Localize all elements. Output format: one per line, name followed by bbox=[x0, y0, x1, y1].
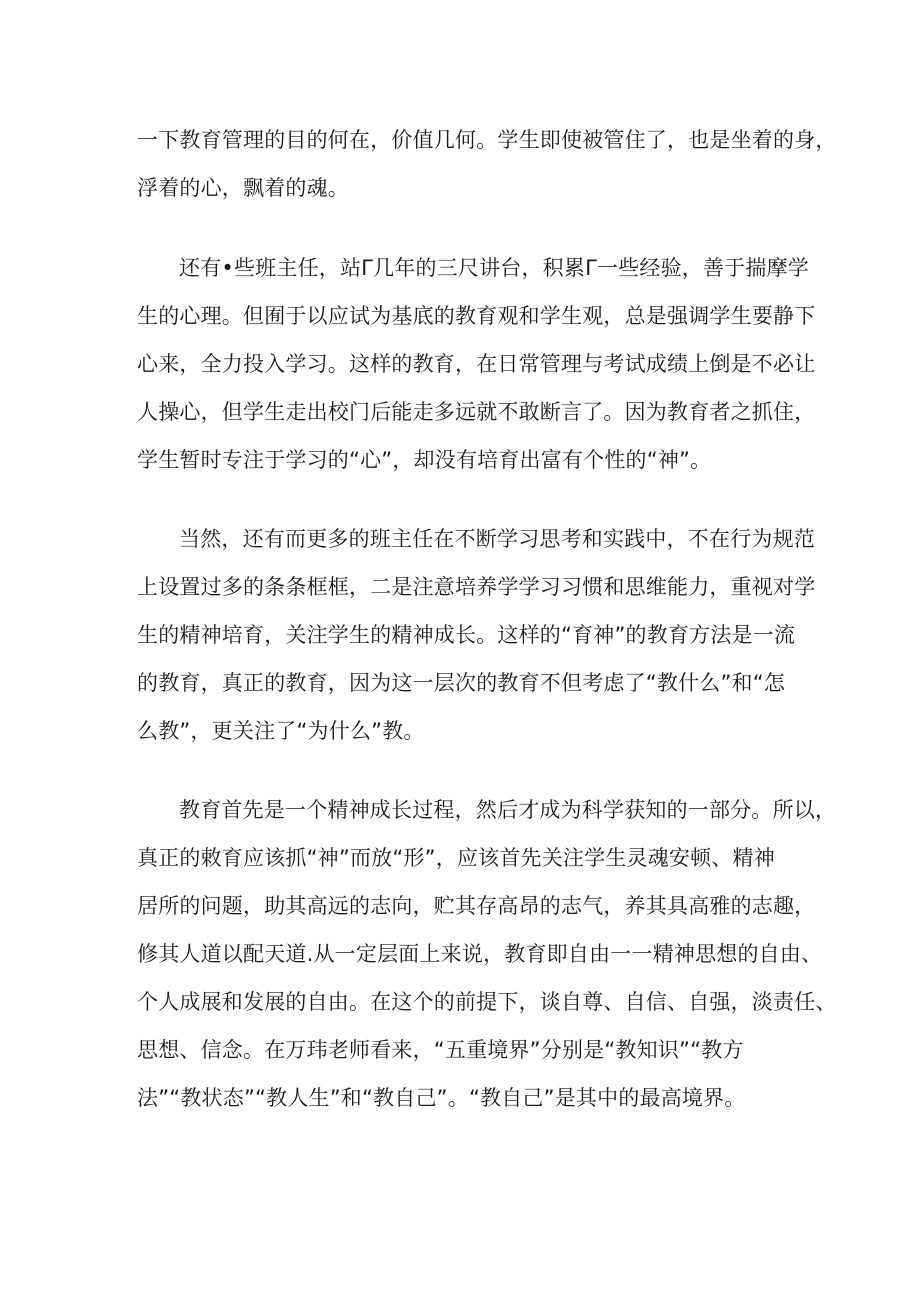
text-line: 居所的问题，助其高远的志向，贮其存高昂的志气，养其具高雅的志趣， bbox=[137, 894, 816, 918]
text-line: 法”“教状态”“教人生”和“教自己”。“教自己”是其中的最高境界。 bbox=[137, 1086, 746, 1110]
text-line: 学生暂时专注于学习的“心”，却没有培育出富有个性的“神”。 bbox=[137, 448, 712, 472]
text-line: 生的心理。但囿于以应试为基底的教育观和学生观，总是强调学生要静下 bbox=[137, 304, 816, 328]
text-line: 真正的敕育应该抓“神”而放“形”，应该首先关注学生灵魂安顿、精神 bbox=[137, 846, 775, 870]
text-line: 思想、信念。在万玮老师看来，“五重境界”分别是“教知识”“教方 bbox=[137, 1038, 744, 1062]
text-line: 当然，还有而更多的班主任在不断学习思考和实践中，不在行为规范 bbox=[179, 527, 815, 551]
text-line: 教育首先是一个精神成长过程，然后才成为科学获知的一部分。所以， bbox=[179, 798, 837, 822]
text-line: 个人成展和发展的自由。在这个的前提下，谈自尊、自信、自强，淡责任、 bbox=[137, 990, 837, 1014]
text-line: 浮着的心，飘着的魂。 bbox=[137, 176, 349, 200]
text-line: 人操心，但学生走出校门后能走多远就不敢断言了。因为教育者之抓住， bbox=[137, 400, 816, 424]
text-line: 的教育，真正的教育，因为这一层次的教育不但考虑了“教什么”和“怎 bbox=[137, 671, 786, 695]
text-line: 还有•些班主任，站Γ几年的三尺讲台，积累Γ一些经验，善于揣摩学 bbox=[179, 256, 809, 280]
text-line: 生的精神培育，关注学生的精神成长。这样的“育神”的教育方法是一流 bbox=[137, 623, 796, 647]
text-line: 一下教育管理的目的何在，价值几何。学生即使被管住了，也是坐着的身， bbox=[137, 128, 837, 152]
text-line: 么教”，更关注了“为什么”教。 bbox=[137, 719, 425, 743]
text-line: 心来，全力投入学习。这样的教育，在日常管理与考试成绩上倒是不必让 bbox=[137, 352, 816, 376]
text-line: 上设置过多的条条框框，二是注意培养学学习习惯和思维能力，重视对学 bbox=[137, 575, 816, 599]
text-line: 修其人道以配天道.从一定层面上来说，教育即自由一一精神思想的自由、 bbox=[137, 942, 823, 966]
